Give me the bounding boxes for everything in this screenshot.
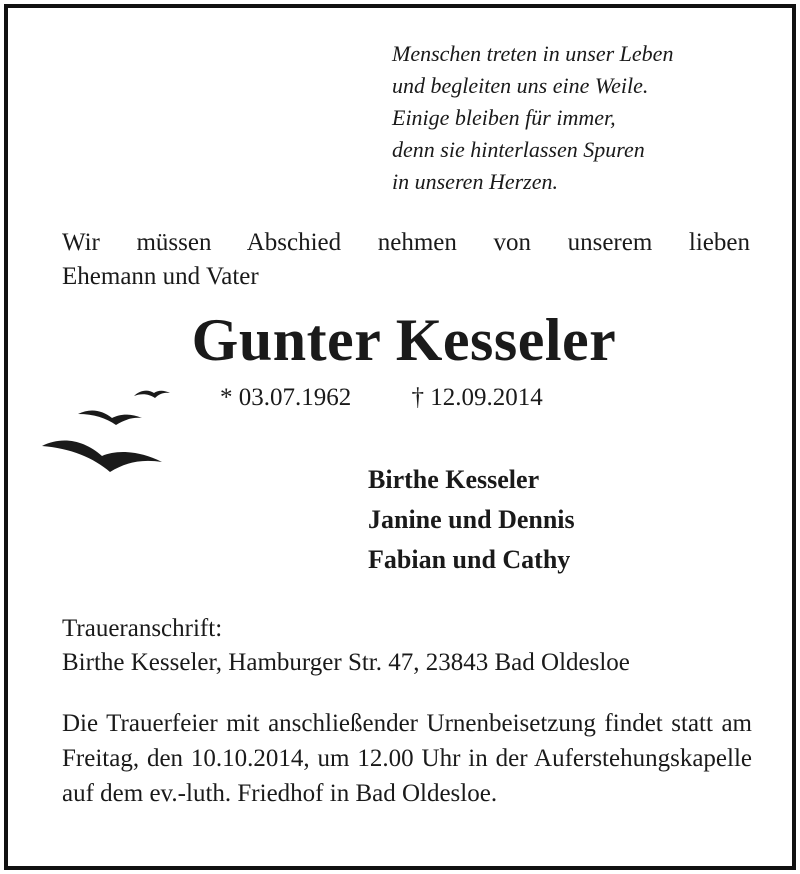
mourners-list (368, 460, 575, 580)
memorial-poem (392, 38, 673, 198)
intro-line: Wir müssen Abschied nehmen von unserem lieben (62, 229, 750, 256)
poem-line: in unseren Herzen. (392, 169, 558, 194)
birth-date: * 03.07.1962 (220, 384, 352, 411)
address-value: Birthe Kesseler, Hamburger Str. 47, 23843 Bad Oldesloe (62, 649, 630, 676)
poem-line: Menschen treten in unser Leben (392, 41, 674, 66)
intro-line: Ehemann und Vater (62, 263, 259, 290)
funeral-service-info: Die Trauerfeier mit anschließender Urnenbeisetzung findet statt am Freitag, den 10.10.2014, um 12.00 Uhr in der Auferstehungskapelle auf dem ev.-luth. Friedhof in Bad Oldesloe. (62, 710, 752, 807)
poem-line: denn sie hinterlassen Spuren (392, 137, 645, 162)
address-label: Traueranschrift: (62, 615, 223, 642)
poem-line: und begleiten uns eine Weile. (392, 73, 649, 98)
bird-small-icon (134, 391, 170, 398)
mourner-name: Fabian und Cathy (368, 545, 571, 574)
farewell-intro (62, 226, 750, 294)
life-dates (220, 384, 543, 412)
mourner-name: Janine und Dennis (368, 505, 575, 534)
poem-line: Einige bleiben für immer, (392, 105, 616, 130)
mourner-name: Birthe Kesseler (368, 465, 540, 494)
bird-medium-icon (78, 411, 142, 425)
flying-birds-icon (38, 380, 178, 480)
death-date: † 12.09.2014 (411, 384, 543, 411)
bird-large-icon (42, 441, 162, 472)
deceased-name: Gunter Kesseler (191, 307, 617, 373)
mourning-address (62, 612, 630, 680)
obituary-frame (4, 4, 796, 870)
